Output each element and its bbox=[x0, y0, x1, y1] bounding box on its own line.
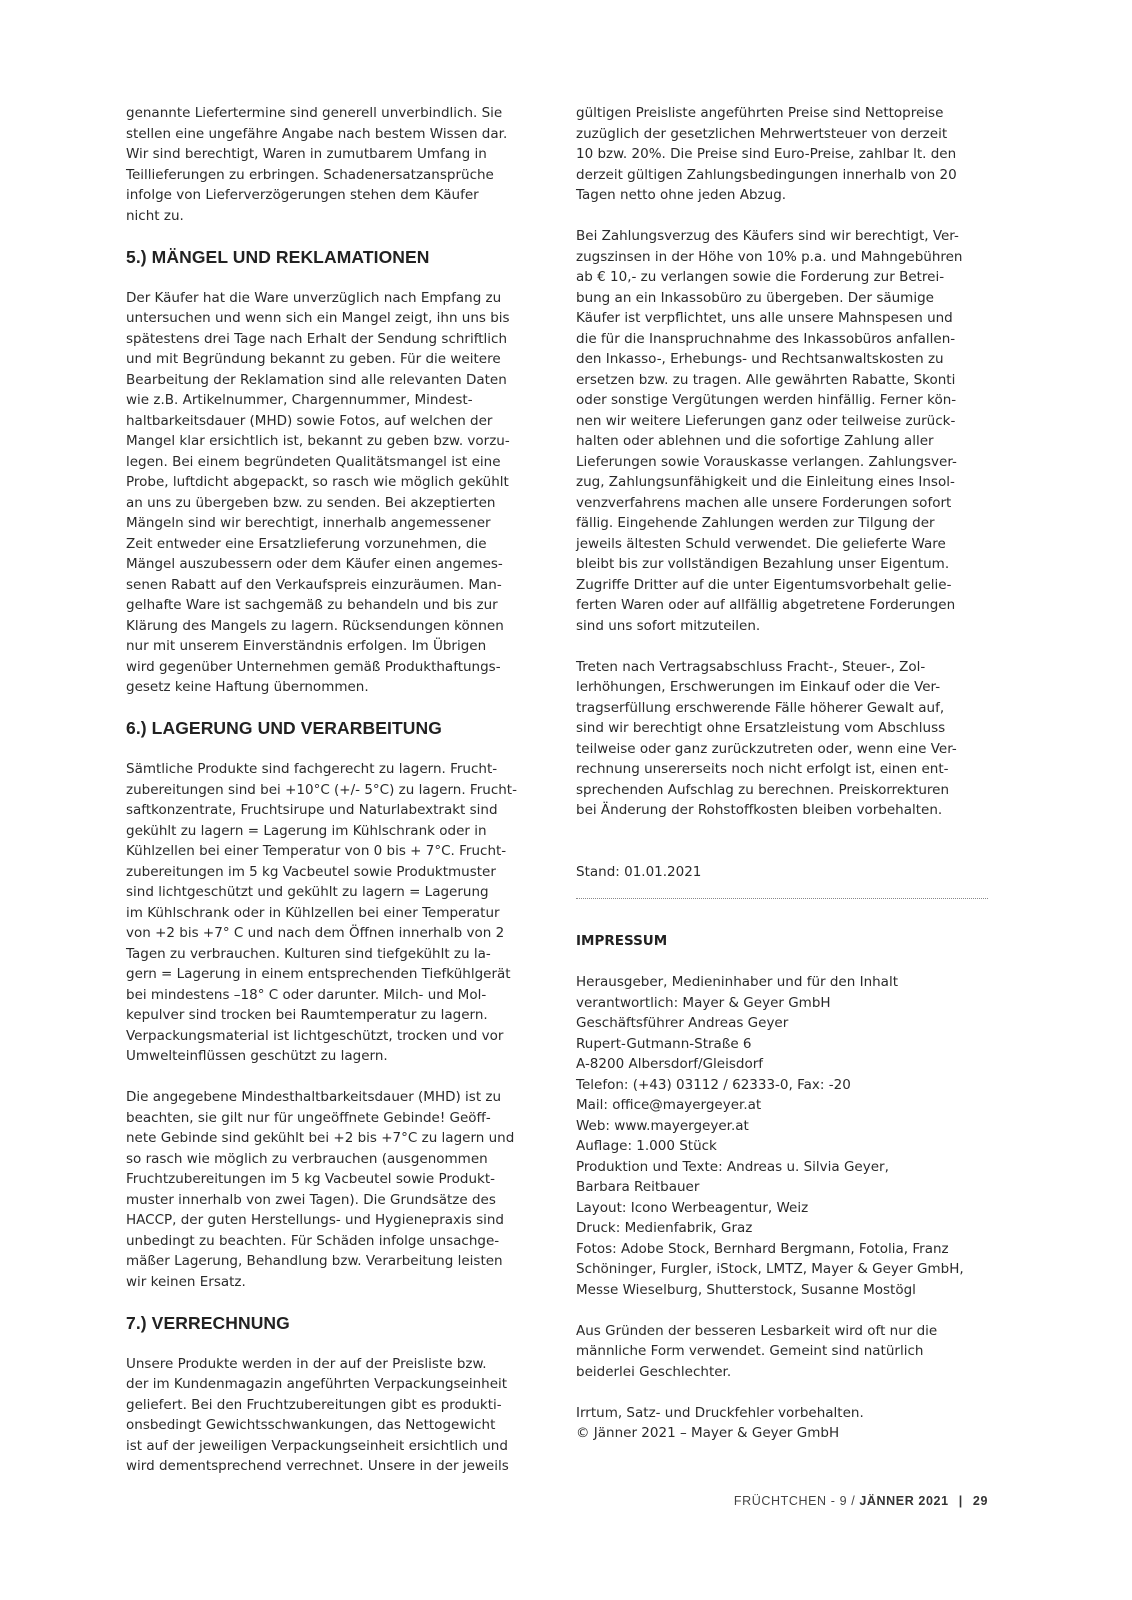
dotted-divider bbox=[576, 898, 988, 899]
paragraph-liefertermine: genannte Liefertermine sind generell unverbindlich. Sie stellen eine ungefähre Angabe nach bestem Wissen dar. Wir sind berechtigt, Waren in zumutbarem Umfang in Teillieferungen zu erbringen. Schadenersatzansprüche infolge von Lieferverzögerungen stehen dem Käufer nicht zu. bbox=[126, 105, 508, 224]
paragraph-verrechnung: Unsere Produkte werden in der auf der Preisliste bzw. der im Kundenmagazin angeführten Verpackungseinheit geliefert. Bei den Fruchtzubereitungen gibt es produkti- onsbedingt Gewichtsschwankungen, das Nettogewicht ist auf der jeweiligen Verpackungseinheit ersichtlich und wird dementsprechend verrechnet. Unsere in der jeweils bbox=[126, 1355, 509, 1474]
paragraph-fracht: Treten nach Vertragsabschluss Fracht-, Steuer-, Zol- lerhöhungen, Erschwerungen im Einkauf oder die Ver- tragserfüllung erschwerende Fälle höherer Gewalt auf, sind wir berechtigt ohne Ersatzleistung vom Abschluss teilweise oder ganz zurückzutreten oder, wenn eine Ver- rechnung unsererseits noch nicht erfolgt ist, einen ent- sprechenden Aufschlag zu berechnen. Preiskorrekturen bei Änderung der Rohstoffkosten bleiben vorbehalten. bbox=[576, 658, 957, 818]
paragraph-maengel: Der Käufer hat die Ware unverzüglich nach Empfang zu untersuchen und wenn sich ein Mangel zeigt, ihn uns bis spätestens drei Tage nach Erhalt der Sendung schriftlich und mit Begründung bekannt zu geben. Für die weitere Bearbeitung der Reklamation sind alle relevanten Daten wie z.B. Artikelnummer, Chargennummer, Mindest- haltbarkeitsdauer (MHD) sowie Fotos, auf welchen der Mangel klar ersichtlich ist, bekannt zu geben bzw. vorzu- legen. Bei einem begründeten Qualitätsmangel ist eine Probe, luftdicht abgepackt, so rasch wie möglich gekühlt an uns zu übergeben bzw. zu senden. Bei akzeptierten Mängeln sind wir berechtigt, innerhalb angemessener Zeit entweder eine Ersatzlieferung vorzunehmen, die Mängel auszubessern oder dem Käufer einen angemes- senen Rabatt auf den Verkaufspreis einzuräumen. Man- gelhafte Ware ist sachgemäß zu behandeln und bis zur Klärung des Mangels zu lagern. Rücksendungen können nur mit unserem Einverständnis erfolgen. Im Übrigen wird gegenüber Unternehmen gemäß Produkthaftungs- gesetz keine Haftung übernommen. bbox=[126, 289, 510, 695]
paragraph-lagerung-2: Die angegebene Mindesthaltbarkeitsdauer (MHD) ist zu beachten, sie gilt nur für ungeöffnete Gebinde! Geöff- nete Gebinde sind gekühlt bei +2 bis +7°C zu lagern und so rasch wie möglich zu verbrauchen (ausgenommen Fruchtzubereitungen im 5 kg Vacbeutel sowie Produkt- muster innerhalb von zwei Tagen). Die Grundsätze des HACCP, der guten Herstellungs- und Hygienepraxis sind unbedingt zu beachten. Für Schäden infolge unsachge- mäßer Lagerung, Behandlung bzw. Verarbeitung leisten wir keinen Ersatz. bbox=[126, 1089, 515, 1290]
heading-verrechnung: 7.) VERRECHNUNG bbox=[126, 1312, 290, 1333]
footer-issue: JÄNNER 2021 bbox=[859, 1494, 949, 1508]
paragraph-impressum: Herausgeber, Medieninhaber und für den Inhalt verantwortlich: Mayer & Geyer GmbH Geschäftsführer Andreas Geyer Rupert-Gutmann-Straße 6 A-8200 Albersdorf/Gleisdorf Telefon: (+43) 03112 / 62333-0, Fax: -20 Mail: office@mayergeyer.at Web: www.mayergeyer.at Auflage: 1.000 Stück Produktion und Texte: Andreas u. Silvia Geyer, Barbara Reitbauer Layout: Icono Werbeagentur, Weiz Druck: Medienfabrik, Graz Fotos: Adobe Stock, Bernhard Bergmann, Fotolia, Franz Schöninger, Furgler, iStock, LMTZ, Mayer & Geyer GmbH, Messe Wieselburg, Shutterstock, Susanne Mostögl bbox=[576, 974, 964, 1298]
page-number: 29 bbox=[972, 1494, 988, 1508]
paragraph-irrtum: Irrtum, Satz- und Druckfehler vorbehalten. © Jänner 2021 – Mayer & Geyer GmbH bbox=[576, 1404, 864, 1441]
footer-separator: | bbox=[958, 1494, 963, 1508]
paragraph-lesbarkeit: Aus Gründen der besseren Lesbarkeit wird oft nur die männliche Form verwendet. Gemeint sind natürlich beiderlei Geschlechter. bbox=[576, 1322, 938, 1380]
heading-lagerung: 6.) LAGERUNG UND VERARBEITUNG bbox=[126, 718, 442, 738]
heading-maengel: 5.) MÄNGEL UND REKLAMATIONEN bbox=[126, 246, 430, 267]
paragraph-lagerung-1: Sämtliche Produkte sind fachgerecht zu lagern. Frucht- zubereitungen sind bei +10°C (+/- 5°C) zu lagern. Frucht- saftkonzentrate, Fruchtsirupe und Naturlabextrakt sind gekühlt zu lagern = Lagerung im Kühlschrank oder in Kühlzellen bei einer Temperatur von 0 bis + 7°C. Frucht- zubereitungen im 5 kg Vacbeutel sowie Produktmuster sind lichtgeschützt und gekühlt zu lagern = Lagerung im Kühlschrank oder in Kühlzellen bei einer Temperatur von +2 bis +7° C und nach dem Öffnen innerhalb von 2 Tagen zu verbrauchen. Kulturen sind tiefgekühlt zu la- gern = Lagerung in einem entsprechenden Tiefkühlgerät bei mindestens –18° C oder darunter. Milch- und Mol- kepulver sind trocken bei Raumtemperatur zu lagern. Verpackungsmaterial ist lichtgeschützt, trocken und vor Umwelteinflüssen geschützt zu lagern. bbox=[126, 761, 517, 1064]
stand-date: Stand: 01.01.2021 bbox=[576, 863, 702, 880]
right-column bbox=[576, 103, 988, 1444]
left-column bbox=[126, 103, 538, 1477]
paragraph-preise: gültigen Preisliste angeführten Preise sind Nettopreise zuzüglich der gesetzlichen Mehrwertsteuer von derzeit 10 bzw. 20%. Die Preise sind Euro-Preise, zahlbar lt. den derzeit gültigen Zahlungsbedingungen innerhalb von 20 Tagen netto ohne jeden Abzug. bbox=[576, 105, 957, 203]
page-footer bbox=[734, 1494, 988, 1508]
paragraph-zahlungsverzug: Bei Zahlungsverzug des Käufers sind wir berechtigt, Ver- zugszinsen in der Höhe von 10% p.a. und Mahngebühren ab € 10,- zu verlangen sowie die Forderung zur Betrei- bung an ein Inkassobüro zu übergeben. Der säumige Käufer ist verpflichtet, uns alle unsere Mahnspesen und die für die Inanspruchnahme des Inkassobüros anfallen- den Inkasso-, Erhebungs- und Rechtsanwaltskosten zu ersetzen bzw. zu tragen. Alle gewährten Rabatte, Skonti oder sonstige Vergütungen werden hinfällig. Ferner kön- nen wir weitere Lieferungen ganz oder teilweise zurück- halten oder ablehnen und die sofortige Zahlung aller Lieferungen sowie Vorauskasse verlangen. Zahlungsver- zug, Zahlungsunfähigkeit und die Einleitung eines Insol- venzverfahrens machen alle unsere Forderungen sofort fällig. Eingehende Zahlungen werden zur Tilgung der jeweils ältesten Schuld verwendet. Die gelieferte Ware bleibt bis zur vollständigen Bezahlung unser Eigentum. Zugriffe Dritter auf die unter Eigentumsvorbehalt gelie- ferten Waren oder auf allfällig abgetretene Forderungen sind uns sofort mitzuteilen. bbox=[576, 228, 963, 634]
spacer bbox=[576, 841, 988, 862]
footer-magazine: FRÜCHTCHEN - 9 / bbox=[733, 1494, 856, 1508]
heading-impressum: IMPRESSUM bbox=[576, 933, 668, 949]
